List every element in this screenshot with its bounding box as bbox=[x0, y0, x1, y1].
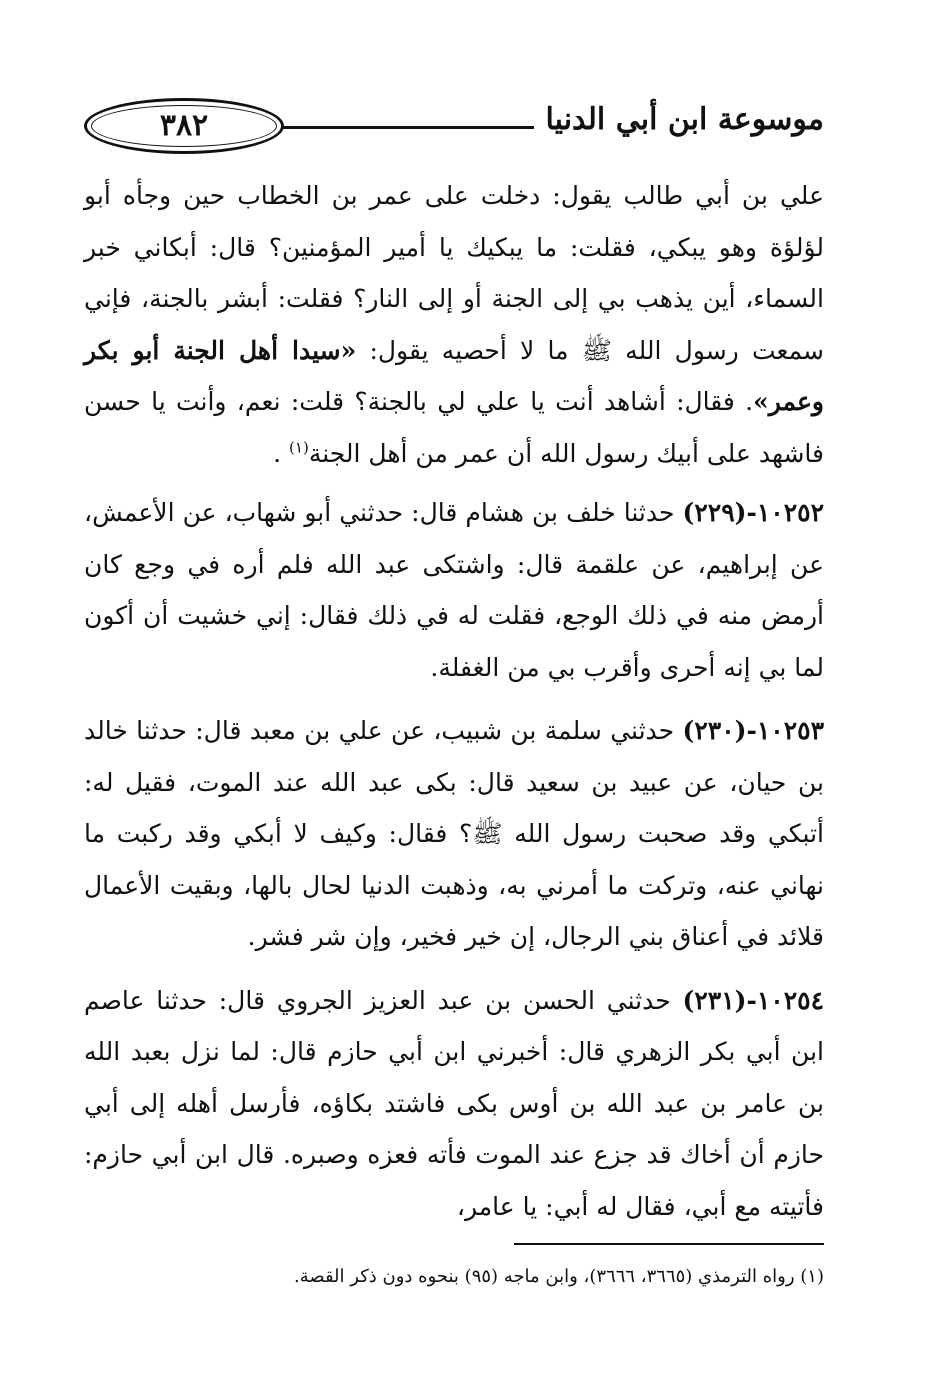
entry-paragraph bbox=[84, 705, 824, 963]
continuation-text-after: . فقال: أشاهد أنت يا علي لي بالجنة؟ قلت: نعم، وأنت يا حسن فاشهد على أبيك رسول الله أن عمر من أهل الجنة bbox=[84, 387, 824, 468]
page-number-badge bbox=[84, 98, 284, 154]
entry-sub-number: -(٢٣١) bbox=[682, 985, 757, 1015]
entry-number: ١٠٢٥٢ bbox=[756, 498, 824, 527]
page-body bbox=[84, 170, 824, 1244]
entry-sub-number: -(٢٣٠) bbox=[682, 716, 757, 745]
continuation-text: علي بن أبي طالب يقول: دخلت على عمر بن الخطاب حين وجأه أبو لؤلؤة وهو يبكي، فقلت: ما يبكيك يا أمير المؤمنين؟ قال: أبكاني خبر السماء، أين يذهب بي إلى الجنة أو إلى النار؟ فقلت: أبشر بالجنة، فإني سمعت رسول الله ﷺ ما لا أحصيه يقول: bbox=[84, 181, 824, 365]
continuation-paragraph bbox=[84, 170, 824, 479]
entry-text: حدثنا خلف بن هشام قال: حدثني أبو شهاب، عن الأعمش، عن إبراهيم، عن علقمة قال: واشتكى عبد الله فلم أره في وجع كان أرمض منه في ذلك الوجع، فقلت له في ذلك فقال: إني خشيت أن أكون لما بي إنه أحرى وأقرب بي من الغفلة. bbox=[84, 498, 824, 682]
book-title: موسوعة ابن أبي الدنيا bbox=[545, 102, 824, 137]
entry-paragraph bbox=[84, 487, 824, 693]
entry-sub-number: -(٢٢٩) bbox=[682, 498, 757, 527]
page-header bbox=[84, 92, 824, 164]
entry-text: حدثني الحسن بن عبد العزيز الجروي قال: حدثنا عاصم ابن أبي بكر الزهري قال: أخبرني ابن أبي حازم قال: لما نزل بعبد الله بن عامر بن عبد الله بن أوس بكى فاشتد بكاؤه، فأرسل أهله إلى أبي حازم أن أخاك قد جزع عند الموت فأته فعزه وصبره. قال ابن أبي حازم: فأتيته مع أبي، فقال له أبي: يا عامر، bbox=[84, 985, 824, 1221]
continuation-end: . bbox=[273, 438, 290, 468]
entry-text: حدثني سلمة بن شبيب، عن علي بن معبد قال: حدثنا خالد بن حيان، عن عبيد بن سعيد قال: بكى عبد الله عند الموت، فقيل له: أتبكي وقد صحبت رسول الله ﷺ؟ فقال: وكيف لا أبكي وقد ركبت ما نهاني عنه، وتركت ما أمرني به، وذهبت الدنيا لحال بالها، وبقيت الأعمال قلائد في أعناق بني الرجال، إن خير فخير، وإن شر فشر. bbox=[84, 716, 824, 951]
entry-number: ١٠٢٥٣ bbox=[756, 716, 824, 745]
footnote: (١) رواه الترمذي (٣٦٦٥، ٣٦٦٦)، وابن ماجه (٩٥) بنحوه دون ذكر القصة. bbox=[293, 1266, 824, 1287]
footnote-reference[interactable]: (١) bbox=[289, 438, 309, 457]
header-rule bbox=[282, 126, 534, 129]
footnote-divider bbox=[514, 1243, 824, 1245]
entry-number: ١٠٢٥٤ bbox=[756, 985, 824, 1015]
hadith-quote: «سيدا أهل الجنة أبو بكر وعمر» bbox=[84, 335, 824, 416]
page-number: ٣٨٢ bbox=[159, 108, 209, 143]
entry-paragraph bbox=[84, 975, 824, 1233]
